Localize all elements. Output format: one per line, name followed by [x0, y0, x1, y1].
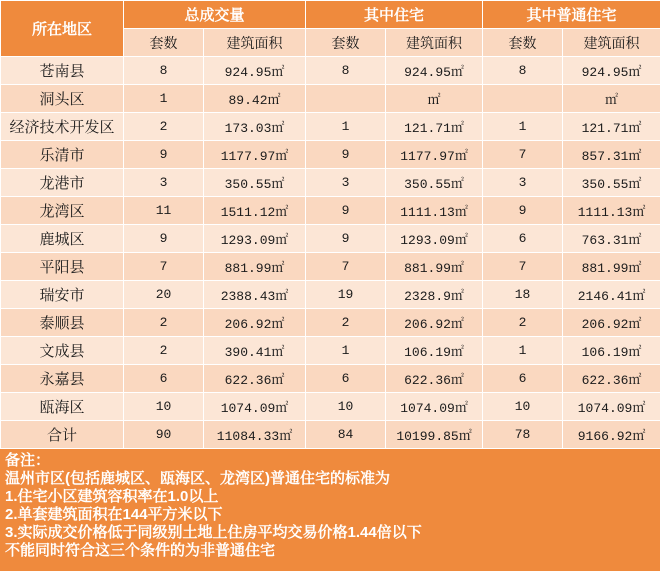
total-area-cell: 1177.97㎡ — [204, 141, 306, 169]
ordinary-area-cell: 9166.92㎡ — [563, 421, 660, 449]
region-cell: 苍南县 — [1, 57, 124, 85]
residential-area-cell: 106.19㎡ — [386, 337, 483, 365]
total-area-cell: 622.36㎡ — [204, 365, 306, 393]
ordinary-count-cell: 1 — [483, 113, 563, 141]
ordinary-area-cell: 622.36㎡ — [563, 365, 660, 393]
total-area-cell: 1293.09㎡ — [204, 225, 306, 253]
table-row — [1, 309, 660, 337]
total-count-cell: 3 — [124, 169, 204, 197]
total-area-cell: 173.03㎡ — [204, 113, 306, 141]
region-cell: 瓯海区 — [1, 393, 124, 421]
ordinary-count-cell: 9 — [483, 197, 563, 225]
ordinary-count-cell — [483, 85, 563, 113]
total-area-cell: 881.99㎡ — [204, 253, 306, 281]
notes-line: 1.住宅小区建筑容积率在1.0以上 — [5, 488, 219, 505]
total-area-cell: 390.41㎡ — [204, 337, 306, 365]
subheader-count: 套数 — [483, 29, 563, 57]
ordinary-area-cell: 121.71㎡ — [563, 113, 660, 141]
total-count-cell: 20 — [124, 281, 204, 309]
total-count-cell: 2 — [124, 337, 204, 365]
table-row — [1, 253, 660, 281]
region-cell: 永嘉县 — [1, 365, 124, 393]
notes-heading: 备注： — [5, 452, 51, 469]
ordinary-count-cell: 18 — [483, 281, 563, 309]
ordinary-count-cell: 3 — [483, 169, 563, 197]
ordinary-area-cell: 763.31㎡ — [563, 225, 660, 253]
ordinary-area-cell: 2146.41㎡ — [563, 281, 660, 309]
table-row — [1, 225, 660, 253]
group-header-total: 总成交量 — [124, 1, 306, 29]
total-count-cell: 10 — [124, 393, 204, 421]
region-cell: 鹿城区 — [1, 225, 124, 253]
residential-count-cell: 7 — [306, 253, 386, 281]
ordinary-area-cell: 350.55㎡ — [563, 169, 660, 197]
table-row — [1, 57, 660, 85]
residential-count-cell: 1 — [306, 337, 386, 365]
residential-count-cell — [306, 85, 386, 113]
total-count-cell: 6 — [124, 365, 204, 393]
group-header-residential: 其中住宅 — [306, 1, 483, 29]
total-area-cell: 350.55㎡ — [204, 169, 306, 197]
ordinary-area-cell: 924.95㎡ — [563, 57, 660, 85]
residential-area-cell: 206.92㎡ — [386, 309, 483, 337]
ordinary-count-cell: 2 — [483, 309, 563, 337]
table-row — [1, 337, 660, 365]
total-count-cell: 7 — [124, 253, 204, 281]
total-area-cell: 11084.33㎡ — [204, 421, 306, 449]
total-count-cell: 2 — [124, 309, 204, 337]
region-cell: 龙湾区 — [1, 197, 124, 225]
header-row-groups — [1, 1, 660, 29]
residential-area-cell: 1074.09㎡ — [386, 393, 483, 421]
table-row — [1, 365, 660, 393]
total-count-cell: 1 — [124, 85, 204, 113]
residential-area-cell: ㎡ — [386, 85, 483, 113]
total-count-cell: 90 — [124, 421, 204, 449]
total-count-cell: 11 — [124, 197, 204, 225]
total-label-cell: 合计 — [1, 421, 124, 449]
ordinary-area-cell: 1074.09㎡ — [563, 393, 660, 421]
total-area-cell: 206.92㎡ — [204, 309, 306, 337]
total-count-cell: 9 — [124, 225, 204, 253]
residential-area-cell: 10199.85㎡ — [386, 421, 483, 449]
residential-count-cell: 10 — [306, 393, 386, 421]
residential-area-cell: 350.55㎡ — [386, 169, 483, 197]
region-cell: 泰顺县 — [1, 309, 124, 337]
residential-count-cell: 6 — [306, 365, 386, 393]
ordinary-count-cell: 6 — [483, 225, 563, 253]
region-cell: 乐清市 — [1, 141, 124, 169]
notes-box — [0, 449, 660, 571]
region-cell: 经济技术开发区 — [1, 113, 124, 141]
ordinary-area-cell: 106.19㎡ — [563, 337, 660, 365]
subheader-area: 建筑面积 — [563, 29, 660, 57]
ordinary-count-cell: 6 — [483, 365, 563, 393]
subheader-area: 建筑面积 — [204, 29, 306, 57]
residential-area-cell: 924.95㎡ — [386, 57, 483, 85]
table-row — [1, 113, 660, 141]
region-cell: 瑞安市 — [1, 281, 124, 309]
residential-count-cell: 3 — [306, 169, 386, 197]
table-body — [1, 57, 660, 449]
subheader-count: 套数 — [124, 29, 204, 57]
ordinary-area-cell: ㎡ — [563, 85, 660, 113]
table-row — [1, 85, 660, 113]
notes-line: 不能同时符合这三个条件的为非普通住宅 — [5, 542, 276, 559]
notes-line: 2.单套建筑面积在144平方米以下 — [5, 506, 223, 523]
residential-area-cell: 121.71㎡ — [386, 113, 483, 141]
region-header: 所在地区 — [1, 1, 124, 57]
residential-count-cell: 1 — [306, 113, 386, 141]
ordinary-area-cell: 857.31㎡ — [563, 141, 660, 169]
region-cell: 平阳县 — [1, 253, 124, 281]
ordinary-count-cell: 10 — [483, 393, 563, 421]
total-count-cell: 2 — [124, 113, 204, 141]
residential-count-cell: 9 — [306, 141, 386, 169]
residential-count-cell: 9 — [306, 197, 386, 225]
residential-count-cell: 9 — [306, 225, 386, 253]
total-row — [1, 421, 660, 449]
subheader-count: 套数 — [306, 29, 386, 57]
residential-area-cell: 1293.09㎡ — [386, 225, 483, 253]
residential-area-cell: 2328.9㎡ — [386, 281, 483, 309]
residential-count-cell: 84 — [306, 421, 386, 449]
region-cell: 文成县 — [1, 337, 124, 365]
subheader-area: 建筑面积 — [386, 29, 483, 57]
table-row — [1, 141, 660, 169]
notes-line: 3.实际成交价格低于同级别土地上住房平均交易价格1.44倍以下 — [5, 524, 422, 541]
total-area-cell: 1074.09㎡ — [204, 393, 306, 421]
total-count-cell: 8 — [124, 57, 204, 85]
residential-area-cell: 1177.97㎡ — [386, 141, 483, 169]
residential-count-cell: 8 — [306, 57, 386, 85]
ordinary-area-cell: 881.99㎡ — [563, 253, 660, 281]
table-row — [1, 197, 660, 225]
total-area-cell: 924.95㎡ — [204, 57, 306, 85]
region-cell: 洞头区 — [1, 85, 124, 113]
ordinary-count-cell: 7 — [483, 141, 563, 169]
residential-count-cell: 2 — [306, 309, 386, 337]
residential-area-cell: 881.99㎡ — [386, 253, 483, 281]
total-area-cell: 2388.43㎡ — [204, 281, 306, 309]
region-cell: 龙港市 — [1, 169, 124, 197]
total-area-cell: 89.42㎡ — [204, 85, 306, 113]
residential-area-cell: 622.36㎡ — [386, 365, 483, 393]
group-header-ordinary-residential: 其中普通住宅 — [483, 1, 660, 29]
notes-line: 温州市区(包括鹿城区、瓯海区、龙湾区)普通住宅的标准为 — [5, 470, 390, 487]
ordinary-area-cell: 206.92㎡ — [563, 309, 660, 337]
ordinary-count-cell: 7 — [483, 253, 563, 281]
total-area-cell: 1511.12㎡ — [204, 197, 306, 225]
table-row — [1, 281, 660, 309]
ordinary-count-cell: 1 — [483, 337, 563, 365]
ordinary-count-cell: 8 — [483, 57, 563, 85]
table-row — [1, 393, 660, 421]
residential-count-cell: 19 — [306, 281, 386, 309]
residential-area-cell: 1111.13㎡ — [386, 197, 483, 225]
ordinary-area-cell: 1111.13㎡ — [563, 197, 660, 225]
ordinary-count-cell: 78 — [483, 421, 563, 449]
total-count-cell: 9 — [124, 141, 204, 169]
table-header — [1, 1, 660, 57]
table-row — [1, 169, 660, 197]
